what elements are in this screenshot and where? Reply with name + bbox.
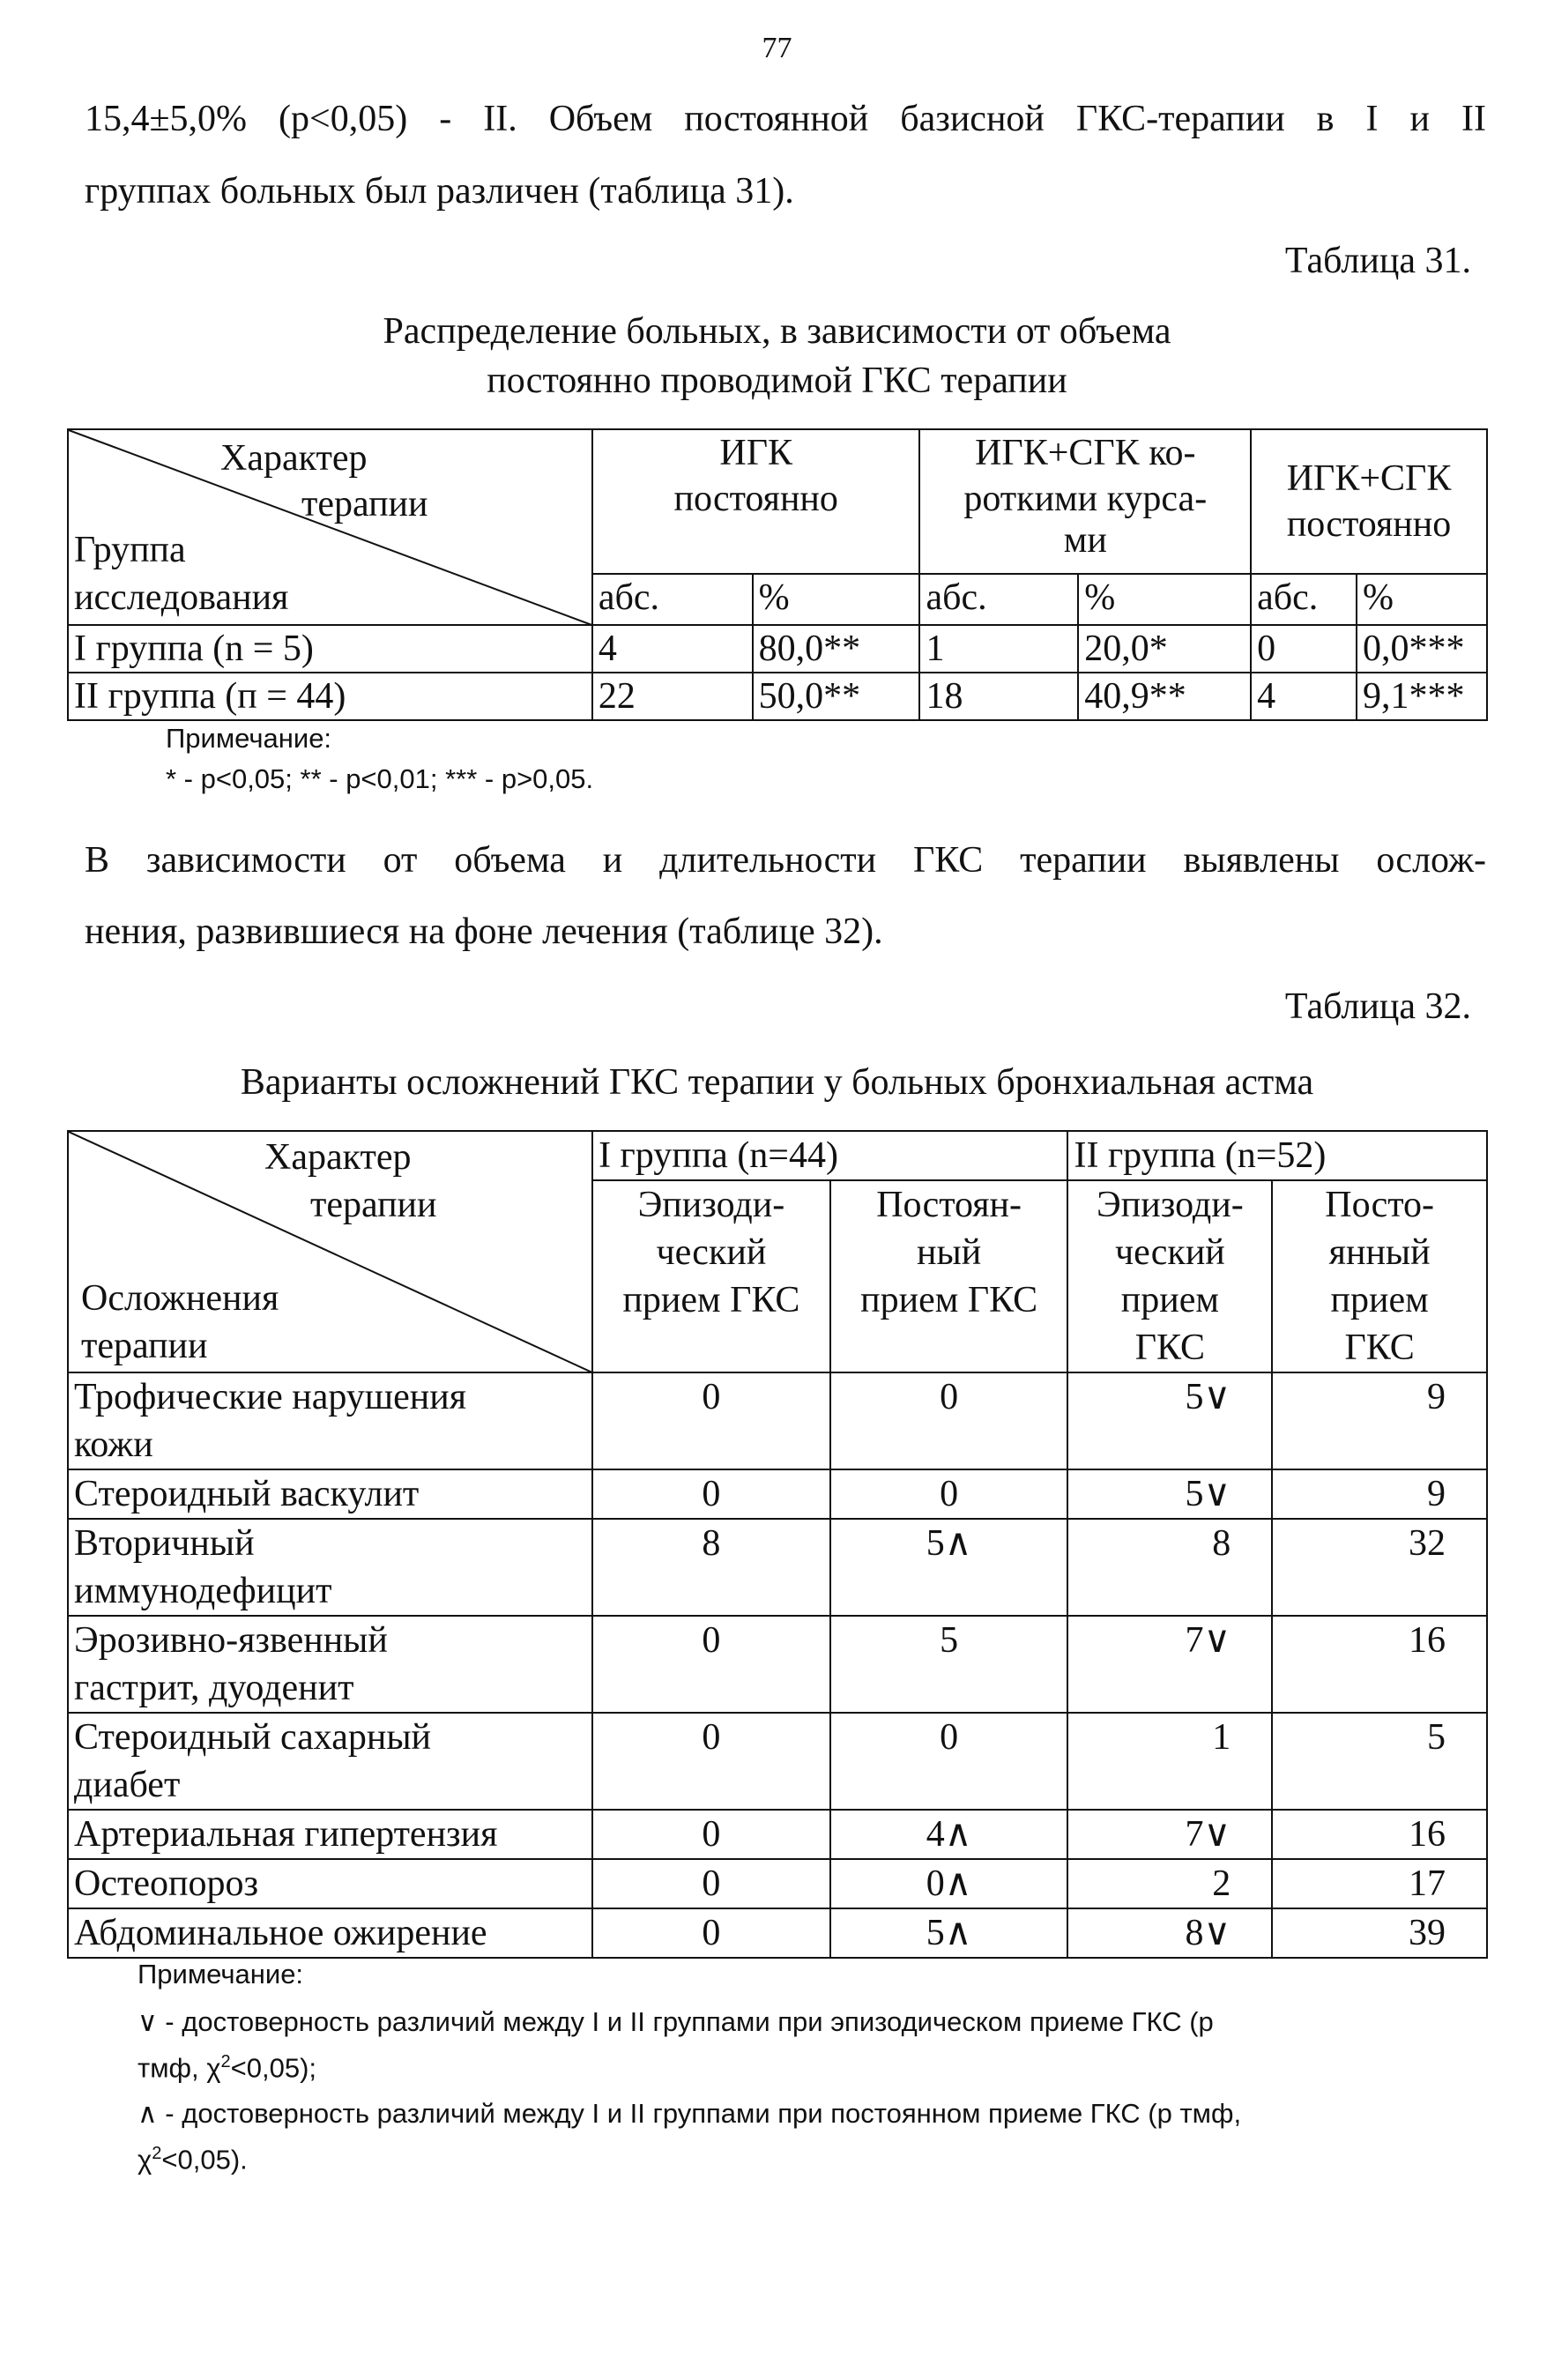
table-32-group-2-header: II группа (n=52): [1067, 1131, 1487, 1180]
table-31-caption-line-1: Распределение больных, в зависимости от объема: [383, 311, 1171, 352]
table-32-corner-cell: [68, 1131, 592, 1372]
table-row: Вторичный иммунодефицит 8 5∧ 8 32: [68, 1519, 1487, 1616]
table-31-sub-pct-2: %: [1078, 574, 1251, 625]
table-31-note-text: * - p<0,05; ** - p<0,01; *** - p>0,05.: [166, 763, 594, 794]
table-32-caption: Варианты осложнений ГКС терапии у больных бронхиальная астма: [240, 1062, 1314, 1103]
table-31: [67, 428, 1488, 721]
table-row: I группа (n = 5) 4 80,0** 1 20,0* 0 0,0***: [68, 625, 1487, 673]
table-31-label: Таблица 31.: [1284, 241, 1471, 281]
table-32-corner-bottom-2: терапии: [81, 1326, 208, 1366]
table-31-sub-pct-3: %: [1357, 574, 1487, 625]
table-31-corner-cell: [68, 429, 592, 625]
table-31-col-igk-sgk-short: ИГК+СГК ко- роткими курса- ми: [919, 429, 1251, 574]
table-31-corner-bottom-2: исследования: [74, 577, 289, 618]
table-32-note-title: Примечание:: [138, 1959, 304, 1990]
table-31-corner-top-1: Характер: [220, 438, 368, 479]
table-31-sub-abs-3: абс.: [1251, 574, 1357, 625]
table-32-group-1-header: I группа (n=44): [592, 1131, 1067, 1180]
table-32-note-2-line-1: ∧ - достоверность различий между I и II группами при постоянном приеме ГКС (р тмф,: [138, 2098, 1242, 2129]
table-32-note-1-line-1: ∨ - достоверность различий между I и II группами при эпизодическом приеме ГКС (р: [138, 2006, 1214, 2037]
table-31-corner-bottom-1: Группа: [74, 530, 186, 570]
paragraph-2-line-1: В зависимости от объема и длительности ГКС терапии выявлены ослож-: [85, 840, 1486, 881]
paragraph-2-line-2: нения, развившиеся на фоне лечения (таблице 32).: [85, 911, 883, 952]
table-32-corner-top-2: терапии: [310, 1185, 437, 1225]
table-row: II группа (п = 44) 22 50,0** 18 40,9** 4 9,1***: [68, 673, 1487, 720]
table-32-corner-top-1: Характер: [264, 1137, 412, 1178]
table-32-note-1-line-2: тмф, $\chi^2<0,05$);: [138, 2052, 317, 2084]
table-32-corner-bottom-1: Осложнения: [81, 1278, 279, 1319]
table-row: Абдоминальное ожирение 0 5∧ 8∨ 39: [68, 1908, 1487, 1958]
table-31-col-igk-sgk-const: ИГК+СГК постоянно: [1251, 429, 1487, 574]
page-number: 77: [762, 32, 792, 64]
table-row: Артериальная гипертензия 0 4∧ 7∨ 16: [68, 1810, 1487, 1859]
table-32-g1-constant: Постоян- ный прием ГКС: [830, 1180, 1068, 1372]
table-32-note-2-line-2: $\chi^2<0,05$).: [138, 2144, 248, 2175]
table-31-col-igk: ИГК постоянно: [592, 429, 920, 574]
table-row: Стероидный васкулит 0 0 5∨ 9: [68, 1469, 1487, 1519]
table-31-caption-line-2: постоянно проводимой ГКС терапии: [487, 361, 1067, 401]
table-32-label: Таблица 32.: [1284, 986, 1471, 1027]
table-row: Трофические нарушения кожи 0 0 5∨ 9: [68, 1372, 1487, 1469]
table-31-sub-abs-2: абс.: [919, 574, 1078, 625]
table-31-note-title: Примечание:: [166, 723, 332, 754]
table-31-sub-pct-1: %: [753, 574, 920, 625]
table-row: Эрозивно-язвенный гастрит, дуоденит 0 5 7∨ 16: [68, 1616, 1487, 1713]
table-row: Стероидный сахарный диабет 0 0 1 5: [68, 1713, 1487, 1810]
table-32-g2-constant: Посто- янный прием ГКС: [1272, 1180, 1487, 1372]
paragraph-1-line-1: 15,4±5,0% (p<0,05) - II. Объем постоянной базисной ГКС-терапии в I и II: [85, 99, 1486, 139]
table-32: [67, 1130, 1488, 1959]
table-31-corner-top-2: терапии: [301, 484, 428, 524]
table-row: Остеопороз 0 0∧ 2 17: [68, 1859, 1487, 1908]
table-31-sub-abs-1: абс.: [592, 574, 753, 625]
table-32-g2-episodic: Эпизоди- ческий прием ГКС: [1067, 1180, 1272, 1372]
paragraph-1-line-2: группах больных был различен (таблица 31).: [85, 171, 794, 212]
table-32-g1-episodic: Эпизоди- ческий прием ГКС: [592, 1180, 830, 1372]
